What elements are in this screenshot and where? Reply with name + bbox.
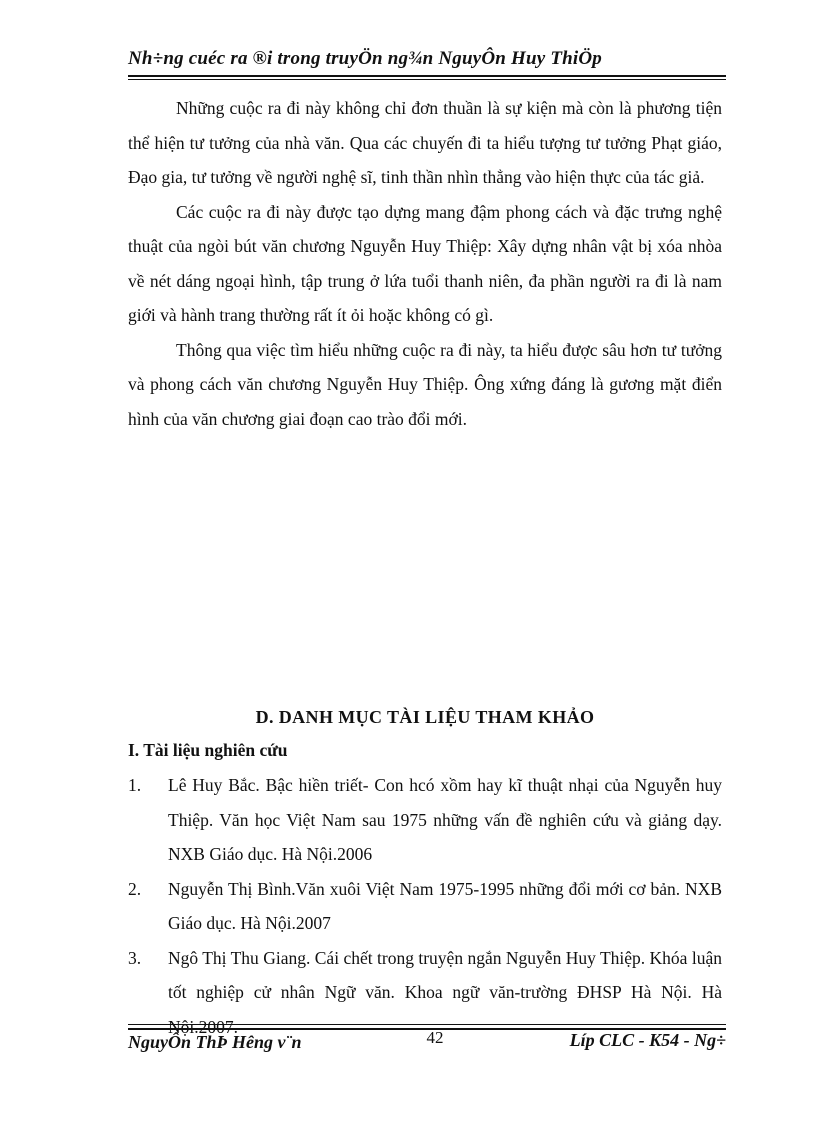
- reference-text: Lê Huy Bắc. Bậc hiền triết- Con hcó xồm hay kĩ thuật nhại của Nguyễn huy Thiệp. Văn học Việt Nam sau 1975 những vấn đề nghiên cứu và giảng dạy. NXB Giáo dục. Hà Nội.2006: [168, 775, 722, 864]
- paragraph-3: Thông qua việc tìm hiểu những cuộc ra đi này, ta hiểu được sâu hơn tư tưởng và phong cách văn chương Nguyễn Huy Thiệp. Ông xứng đáng là gương mặt điển hình của văn chương giai đoạn cao trào đổi mới.: [128, 339, 722, 429]
- footer-divider-thin: [128, 1024, 726, 1025]
- reference-text: Ngô Thị Thu Giang. Cái chết trong truyện ngắn Nguyễn Huy Thiệp. Khóa luận tốt nghiệp cử nhân Ngữ văn. Khoa ngữ văn-trường ĐHSP Hà Nội. Hà Nội.2007.: [168, 947, 722, 1037]
- paragraph-1: Những cuộc ra đi này không chỉ đơn thuần là sự kiện mà còn là phương tiện thể hiện tư tưởng của nhà văn. Qua các chuyến đi ta hiểu tượng tư tưởng Phạt giáo, Đạo gia, tư tưởng về người nghệ sĩ, tinh thần nhìn thẳng vào hiện thực của tác giả.: [128, 98, 722, 187]
- references-subheading: I. Tài liệu nghiên cứu: [128, 740, 288, 760]
- reference-number: 3.: [128, 947, 142, 968]
- footer-author: NguyÔn ThÞ Hêng v¨n: [128, 1032, 302, 1052]
- references-heading: D. DANH MỤC TÀI LIỆU THAM KHẢO: [255, 707, 595, 727]
- page-number: 42: [426, 1028, 444, 1047]
- reference-item: [128, 872, 722, 941]
- conclusion-text: [128, 91, 722, 436]
- reference-number: 1.: [128, 775, 142, 795]
- paragraph-2: Các cuộc ra đi này được tạo dựng mang đậm phong cách và đặc trưng nghệ thuật của ngòi bút văn chương Nguyễn Huy Thiệp: Xây dựng nhân vật bị xóa nhòa về nét dáng ngoại hình, tập trung ở lứa tuổi thanh niên, đa phần người ra đi là nam giới và hành trang thường rất ít ỏi hoặc không có gì.: [128, 201, 722, 325]
- header-divider-thin: [128, 79, 726, 80]
- reference-text: Nguyễn Thị Bình.Văn xuôi Việt Nam 1975-1995 những đổi mới cơ bản. NXB Giáo dục. Hà Nội.2007: [168, 878, 722, 933]
- reference-item: [128, 768, 722, 872]
- header-divider: [128, 75, 726, 77]
- footer-class: Líp CLC - K54 - Ng÷: [569, 1030, 726, 1050]
- running-header: Nh÷ng cuéc ra ®i trong truyÖn ng¾n NguyÔn Huy ThiÖp: [128, 48, 603, 69]
- references-list: [128, 768, 722, 1044]
- reference-number: 2.: [128, 878, 142, 899]
